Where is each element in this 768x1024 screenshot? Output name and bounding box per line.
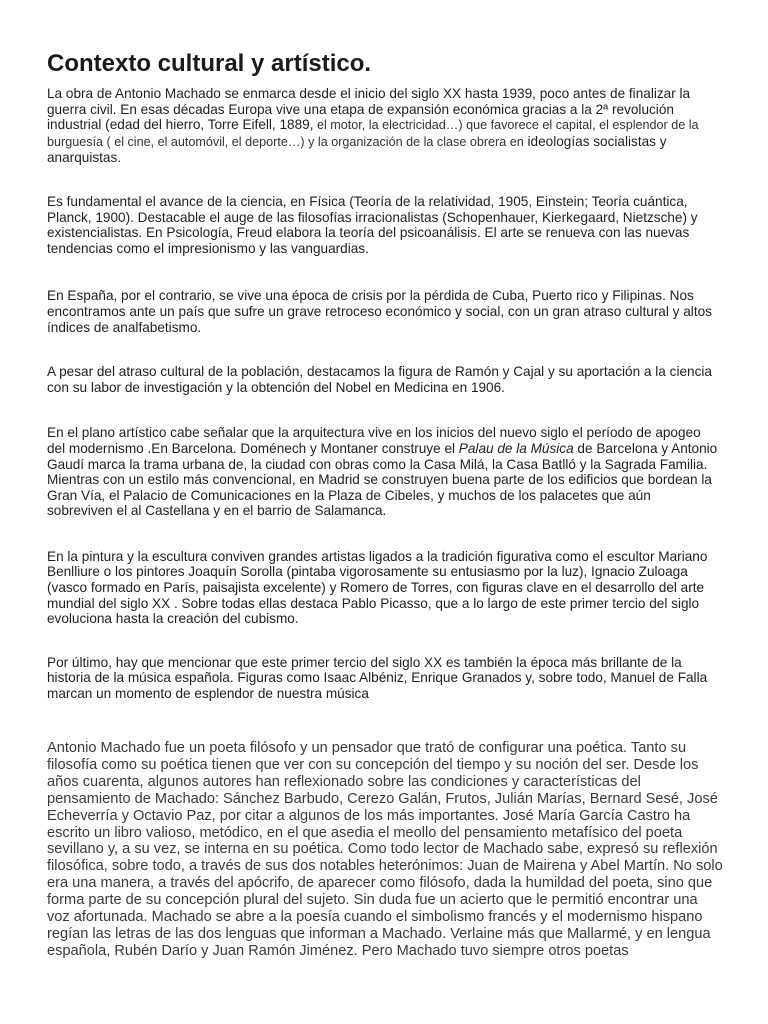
paragraph-architecture xyxy=(47,425,718,519)
paragraph-painting-sculpture: En la pintura y la escultura conviven grandes artistas ligados a la tradición figurativa como el escultor Mariano Benlliure o los pintores Joaquín Sorolla (pintaba vigorosamente su entusiasmo por la luz), Ignacio Zuloaga (vasco formado en París, paisajista excelente) y Romero de Torres, con figuras clave en el desarrollo del arte mundial del siglo XX . Sobre todas ellas destaca Pablo Picasso, que a lo largo de este primer tercio del siglo evoluciona hasta la creación del cubismo. xyxy=(47,548,708,627)
paragraph-italic-title: Palau de la Música xyxy=(458,440,574,456)
paragraph-spain-crisis: En España, por el contrario, se vive una época de crisis por la pérdida de Cuba, Puerto rico y Filipinas. Nos encontramos ante un país que sufre un grave retroceso económico y social, con un gran atraso cultural y altos índices de analfabetismo. xyxy=(47,288,712,335)
essay-paragraph: Antonio Machado fue un poeta filósofo y un pensador que trató de configurar una poética. Tanto su filosofía como su poética tienen que ver con su concepción del tiempo y su noción del ser. Desde los años cuarenta, algunos autores han reflexionado sobre las condiciones y características del pensamiento de Machado: Sánchez Barbudo, Cerezo Galán, Frutos, Julián Marías, Bernard Sesé, José Echeverría y Octavio Paz, por citar a algunos de los más importantes. José María García Castro ha escrito un libro valioso, metódico, en el que asedia el meollo del pensamiento metafísico del poeta sevillano y, a su vez, se interna en su poética. Como todo lector de Machado sabe, expresó su reflexión filosófica, sobre todo, a través de sus dos notables heterónimos: Juan de Mairena y Abel Martín. No solo era una manera, a través del apócrifo, de aparecer como filósofo, dada la humildad del poeta, sino que forma parte de su concepción plural del sujeto. Sin duda fue un acierto que le permitió encontrar una voz afortunada. Machado se abre a la poesía cuando el simbolismo francés y el modernismo hispano regían las letras de las dos lenguas que informan a Machado. Verlaine más que Mallarmé, y en lengua española, Rubén Darío y Juan Ramón Jiménez. Pero Machado tuvo siempre otros poetas xyxy=(47,740,723,959)
paragraph-text: La obra de Antonio Machado se enmarca desde el inicio del siglo XX hasta 1939, poco antes de finalizar la guerra civil. En esas décadas Europa vive una etapa de expansión económica gracias a la 2ª revolución industrial (edad del hierro, Torre Eifell, 1889, xyxy=(47,86,691,133)
paragraph-text: de Barcelona y Antonio Gaudí marca la trama urbana de, la ciudad con obras como la Casa Milá, la Casa Batlló y la Sagrada Familia. Mientras con un estilo más convencional, en Madrid se construyen buena parte de los edificios que bordean la Gran Vía, el Palacio de Comunicaciones en la Plaza de Cibeles, y muchos de los palacetes que aún sobreviven el al Castellana y en el barrio de Salamanca. xyxy=(47,440,718,519)
paragraph-text-light: el motor, la electricidad…) que favorece el capital, el esplendor de la burguesía ( el cine, el automóvil, el deporte…) y la organización de la clase obrera en xyxy=(47,118,699,149)
paragraph-text: En el plano artístico cabe señalar que la arquitectura vive en los inicios del nuevo siglo el período de apogeo del modernismo .En Barcelona. Doménech y Montaner construye el xyxy=(47,425,701,456)
paragraph-music: Por último, hay que mencionar que este primer tercio del siglo XX es también la época más brillante de la historia de la música española. Figuras como Isaac Albéniz, Enrique Granados y, sobre todo, Manuel de Falla marcan un momento de esplendor de nuestra música xyxy=(47,654,708,702)
paragraph-ramon-y-cajal: A pesar del atraso cultural de la población, destacamos la figura de Ramón y Cajal y su aportación a la ciencia con su labor de investigación y la obtención del Nobel en Medicina en 1906. xyxy=(47,364,712,395)
page-title: Contexto cultural y artístico. xyxy=(47,50,372,77)
paragraph-context-europe xyxy=(47,86,718,166)
paragraph-text: ideologías socialistas y anarquistas. xyxy=(47,133,667,166)
paragraph-science: Es fundamental el avance de la ciencia, en Física (Teoría de la relatividad, 1905, Einstein; Teoría cuántica, Planck, 1900). Destacable el auge de las filosofías irracionalistas (Schopenhauer, Kierkegaard, Nietzsche) y existencialistas. En Psicología, Freud elabora la teoría del psicoanálisis. El arte se renueva con las nuevas tendencias como el impresionismo y las vanguardias. xyxy=(47,193,698,256)
